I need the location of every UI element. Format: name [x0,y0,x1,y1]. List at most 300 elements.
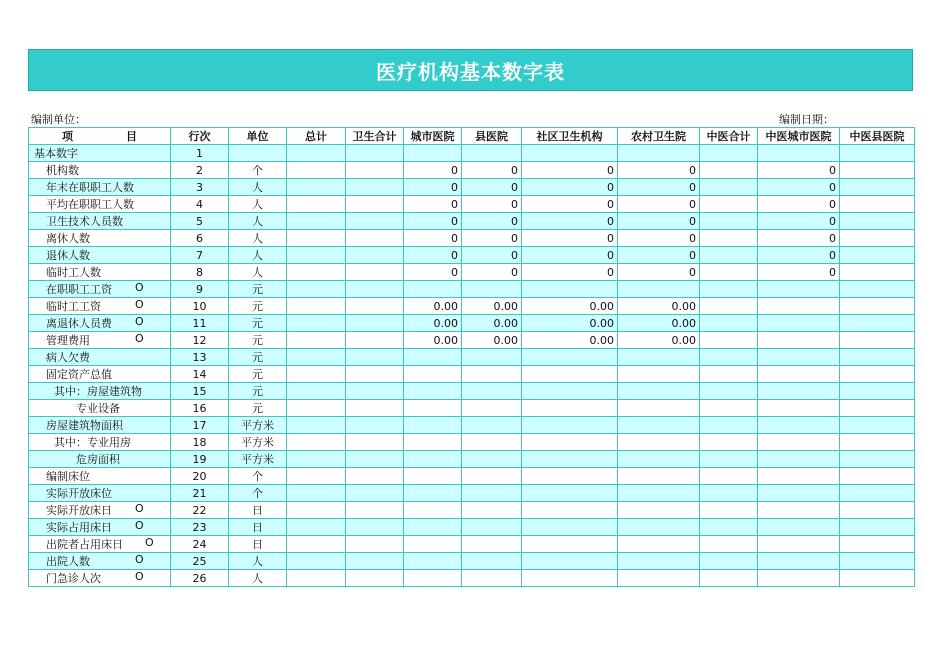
value-cell[interactable] [618,400,700,417]
row-number-cell[interactable]: 19 [171,451,229,468]
row-name-cell[interactable] [29,417,171,434]
value-cell[interactable] [287,179,346,196]
value-cell[interactable] [700,434,758,451]
row-name-cell[interactable] [29,400,171,417]
value-cell[interactable]: 0 [758,196,840,213]
value-cell[interactable] [840,281,915,298]
value-cell[interactable]: 0.00 [404,298,462,315]
value-cell[interactable]: 0 [522,247,618,264]
value-cell[interactable] [346,417,404,434]
value-cell[interactable] [287,332,346,349]
row-number-cell[interactable]: 16 [171,400,229,417]
value-cell[interactable] [346,298,404,315]
value-cell[interactable] [462,417,522,434]
value-cell[interactable]: 0 [404,179,462,196]
value-cell[interactable] [287,570,346,587]
value-cell[interactable] [462,281,522,298]
value-cell[interactable] [758,298,840,315]
value-cell[interactable] [840,519,915,536]
value-cell[interactable] [287,485,346,502]
value-cell[interactable]: 0 [522,213,618,230]
value-cell[interactable] [700,213,758,230]
value-cell[interactable] [700,366,758,383]
value-cell[interactable] [758,468,840,485]
value-cell[interactable] [840,332,915,349]
value-cell[interactable] [346,145,404,162]
value-cell[interactable] [522,553,618,570]
row-number-cell[interactable]: 8 [171,264,229,281]
unit-cell[interactable]: 人 [229,230,287,247]
value-cell[interactable] [618,502,700,519]
value-cell[interactable] [840,451,915,468]
unit-cell[interactable]: 人 [229,553,287,570]
value-cell[interactable] [840,502,915,519]
value-cell[interactable] [700,519,758,536]
value-cell[interactable] [758,451,840,468]
value-cell[interactable] [404,502,462,519]
value-cell[interactable] [287,247,346,264]
value-cell[interactable] [840,162,915,179]
value-cell[interactable] [700,179,758,196]
value-cell[interactable] [700,332,758,349]
value-cell[interactable]: 0.00 [404,332,462,349]
value-cell[interactable] [700,417,758,434]
row-name-cell[interactable] [29,349,171,366]
value-cell[interactable]: 0 [404,162,462,179]
value-cell[interactable] [700,451,758,468]
unit-cell[interactable]: 元 [229,332,287,349]
value-cell[interactable] [462,349,522,366]
value-cell[interactable] [287,434,346,451]
value-cell[interactable] [404,281,462,298]
value-cell[interactable] [346,502,404,519]
value-cell[interactable] [346,264,404,281]
value-cell[interactable] [404,451,462,468]
value-cell[interactable]: 0 [618,196,700,213]
value-cell[interactable] [287,230,346,247]
unit-cell[interactable]: 日 [229,502,287,519]
value-cell[interactable] [287,451,346,468]
value-cell[interactable] [840,383,915,400]
value-cell[interactable] [758,315,840,332]
unit-cell[interactable]: 人 [229,264,287,281]
row-name-cell[interactable] [29,264,171,281]
row-name-cell[interactable] [29,179,171,196]
row-number-cell[interactable]: 18 [171,434,229,451]
value-cell[interactable] [404,570,462,587]
value-cell[interactable] [840,230,915,247]
value-cell[interactable] [346,485,404,502]
value-cell[interactable]: 0 [758,264,840,281]
value-cell[interactable] [758,383,840,400]
value-cell[interactable]: 0.00 [522,315,618,332]
value-cell[interactable] [840,468,915,485]
value-cell[interactable]: 0 [618,162,700,179]
value-cell[interactable]: 0.00 [618,315,700,332]
value-cell[interactable] [462,451,522,468]
value-cell[interactable] [346,196,404,213]
value-cell[interactable] [346,281,404,298]
unit-cell[interactable]: 人 [229,247,287,264]
row-number-cell[interactable]: 14 [171,366,229,383]
unit-cell[interactable]: 元 [229,315,287,332]
value-cell[interactable] [758,434,840,451]
value-cell[interactable] [618,553,700,570]
value-cell[interactable] [287,264,346,281]
value-cell[interactable] [462,485,522,502]
value-cell[interactable] [700,281,758,298]
value-cell[interactable] [700,400,758,417]
value-cell[interactable] [618,366,700,383]
row-name-cell[interactable] [29,145,171,162]
value-cell[interactable] [346,366,404,383]
value-cell[interactable] [700,553,758,570]
value-cell[interactable]: 0 [462,230,522,247]
unit-cell[interactable]: 个 [229,485,287,502]
unit-cell[interactable]: 平方米 [229,451,287,468]
row-number-cell[interactable]: 9 [171,281,229,298]
value-cell[interactable] [404,553,462,570]
value-cell[interactable] [346,332,404,349]
row-name-cell[interactable] [29,366,171,383]
value-cell[interactable]: 0 [462,179,522,196]
row-name-cell[interactable] [29,332,171,349]
value-cell[interactable] [462,468,522,485]
value-cell[interactable] [840,349,915,366]
value-cell[interactable] [462,519,522,536]
row-name-cell[interactable] [29,281,171,298]
value-cell[interactable] [287,213,346,230]
unit-cell[interactable]: 人 [229,213,287,230]
value-cell[interactable] [758,281,840,298]
value-cell[interactable] [522,400,618,417]
value-cell[interactable]: 0.00 [462,298,522,315]
value-cell[interactable] [346,536,404,553]
value-cell[interactable]: 0.00 [522,298,618,315]
value-cell[interactable] [700,502,758,519]
value-cell[interactable] [700,383,758,400]
row-number-cell[interactable]: 23 [171,519,229,536]
value-cell[interactable] [346,383,404,400]
value-cell[interactable] [287,400,346,417]
value-cell[interactable]: 0 [522,196,618,213]
value-cell[interactable] [700,230,758,247]
value-cell[interactable] [404,485,462,502]
value-cell[interactable] [700,536,758,553]
row-number-cell[interactable]: 3 [171,179,229,196]
row-name-cell[interactable] [29,383,171,400]
value-cell[interactable] [840,434,915,451]
row-number-cell[interactable]: 15 [171,383,229,400]
row-name-cell[interactable] [29,247,171,264]
value-cell[interactable] [522,451,618,468]
value-cell[interactable] [840,417,915,434]
row-number-cell[interactable]: 7 [171,247,229,264]
value-cell[interactable]: 0.00 [404,315,462,332]
value-cell[interactable] [618,383,700,400]
unit-cell[interactable]: 个 [229,162,287,179]
row-name-cell[interactable] [29,553,171,570]
value-cell[interactable] [404,519,462,536]
unit-cell[interactable]: 元 [229,366,287,383]
unit-cell[interactable]: 日 [229,519,287,536]
row-number-cell[interactable]: 1 [171,145,229,162]
value-cell[interactable]: 0 [618,247,700,264]
value-cell[interactable] [522,417,618,434]
row-name-cell[interactable] [29,570,171,587]
row-name-cell[interactable] [29,502,171,519]
value-cell[interactable] [346,553,404,570]
value-cell[interactable]: 0 [522,230,618,247]
value-cell[interactable] [287,553,346,570]
value-cell[interactable] [346,179,404,196]
value-cell[interactable] [346,315,404,332]
value-cell[interactable] [700,570,758,587]
unit-cell[interactable]: 个 [229,468,287,485]
value-cell[interactable]: 0 [462,162,522,179]
unit-cell[interactable]: 元 [229,349,287,366]
row-name-cell[interactable] [29,468,171,485]
value-cell[interactable] [287,196,346,213]
value-cell[interactable]: 0 [462,264,522,281]
value-cell[interactable] [287,349,346,366]
value-cell[interactable] [758,332,840,349]
value-cell[interactable] [346,230,404,247]
row-name-cell[interactable] [29,230,171,247]
value-cell[interactable]: 0 [404,196,462,213]
value-cell[interactable] [700,162,758,179]
value-cell[interactable] [287,383,346,400]
row-name-cell[interactable] [29,434,171,451]
value-cell[interactable]: 0 [618,213,700,230]
value-cell[interactable] [462,366,522,383]
value-cell[interactable] [840,485,915,502]
value-cell[interactable] [287,315,346,332]
value-cell[interactable] [522,468,618,485]
value-cell[interactable] [700,468,758,485]
value-cell[interactable] [522,502,618,519]
value-cell[interactable] [758,536,840,553]
value-cell[interactable]: 0 [758,230,840,247]
unit-cell[interactable]: 人 [229,196,287,213]
value-cell[interactable] [618,468,700,485]
value-cell[interactable] [758,400,840,417]
value-cell[interactable] [758,349,840,366]
row-number-cell[interactable]: 12 [171,332,229,349]
value-cell[interactable] [462,553,522,570]
value-cell[interactable] [287,162,346,179]
value-cell[interactable] [404,434,462,451]
row-number-cell[interactable]: 24 [171,536,229,553]
value-cell[interactable] [522,349,618,366]
value-cell[interactable] [522,536,618,553]
row-number-cell[interactable]: 25 [171,553,229,570]
row-number-cell[interactable]: 22 [171,502,229,519]
value-cell[interactable]: 0 [404,247,462,264]
value-cell[interactable]: 0 [758,162,840,179]
value-cell[interactable] [840,298,915,315]
value-cell[interactable] [700,196,758,213]
value-cell[interactable] [840,315,915,332]
value-cell[interactable] [346,162,404,179]
row-name-cell[interactable] [29,298,171,315]
value-cell[interactable] [462,570,522,587]
value-cell[interactable] [758,570,840,587]
value-cell[interactable]: 0 [462,196,522,213]
value-cell[interactable]: 0.00 [462,315,522,332]
value-cell[interactable] [346,570,404,587]
value-cell[interactable]: 0 [522,162,618,179]
row-number-cell[interactable]: 21 [171,485,229,502]
row-name-cell[interactable] [29,485,171,502]
value-cell[interactable]: 0.00 [522,332,618,349]
value-cell[interactable] [287,536,346,553]
value-cell[interactable]: 0 [618,264,700,281]
value-cell[interactable] [618,434,700,451]
value-cell[interactable] [618,349,700,366]
value-cell[interactable] [700,315,758,332]
value-cell[interactable] [404,349,462,366]
value-cell[interactable] [346,451,404,468]
value-cell[interactable]: 0 [462,213,522,230]
value-cell[interactable] [840,553,915,570]
value-cell[interactable]: 0 [618,230,700,247]
value-cell[interactable] [758,502,840,519]
unit-cell[interactable]: 元 [229,298,287,315]
value-cell[interactable] [758,519,840,536]
value-cell[interactable]: 0.00 [462,332,522,349]
value-cell[interactable] [462,383,522,400]
value-cell[interactable] [346,213,404,230]
value-cell[interactable]: 0 [758,247,840,264]
value-cell[interactable] [758,145,840,162]
value-cell[interactable] [758,366,840,383]
value-cell[interactable] [840,247,915,264]
unit-cell[interactable]: 元 [229,383,287,400]
value-cell[interactable] [758,553,840,570]
value-cell[interactable]: 0 [462,247,522,264]
value-cell[interactable] [700,247,758,264]
unit-cell[interactable] [229,145,287,162]
value-cell[interactable] [287,468,346,485]
value-cell[interactable]: 0 [404,213,462,230]
value-cell[interactable] [758,485,840,502]
row-number-cell[interactable]: 2 [171,162,229,179]
value-cell[interactable] [522,519,618,536]
row-number-cell[interactable]: 6 [171,230,229,247]
value-cell[interactable] [700,298,758,315]
value-cell[interactable] [840,536,915,553]
value-cell[interactable] [840,570,915,587]
unit-cell[interactable]: 平方米 [229,417,287,434]
value-cell[interactable] [462,434,522,451]
value-cell[interactable] [346,349,404,366]
value-cell[interactable] [700,349,758,366]
value-cell[interactable] [700,485,758,502]
value-cell[interactable] [618,519,700,536]
value-cell[interactable] [287,502,346,519]
value-cell[interactable] [618,536,700,553]
value-cell[interactable] [346,400,404,417]
value-cell[interactable] [287,145,346,162]
value-cell[interactable] [522,366,618,383]
row-name-cell[interactable] [29,451,171,468]
row-name-cell[interactable] [29,162,171,179]
value-cell[interactable] [840,264,915,281]
value-cell[interactable] [618,570,700,587]
value-cell[interactable] [462,536,522,553]
value-cell[interactable] [346,434,404,451]
value-cell[interactable] [462,400,522,417]
value-cell[interactable] [287,519,346,536]
row-number-cell[interactable]: 5 [171,213,229,230]
row-number-cell[interactable]: 11 [171,315,229,332]
value-cell[interactable] [404,366,462,383]
row-number-cell[interactable]: 10 [171,298,229,315]
value-cell[interactable] [618,417,700,434]
value-cell[interactable] [287,298,346,315]
value-cell[interactable] [404,145,462,162]
value-cell[interactable]: 0.00 [618,332,700,349]
unit-cell[interactable]: 日 [229,536,287,553]
value-cell[interactable] [404,383,462,400]
value-cell[interactable] [840,196,915,213]
value-cell[interactable] [618,145,700,162]
value-cell[interactable] [346,519,404,536]
row-name-cell[interactable] [29,536,171,553]
value-cell[interactable] [522,434,618,451]
value-cell[interactable] [522,485,618,502]
value-cell[interactable] [346,247,404,264]
row-name-cell[interactable] [29,315,171,332]
value-cell[interactable] [287,366,346,383]
value-cell[interactable] [462,502,522,519]
value-cell[interactable]: 0 [404,230,462,247]
value-cell[interactable] [840,179,915,196]
value-cell[interactable] [618,281,700,298]
row-name-cell[interactable] [29,196,171,213]
value-cell[interactable]: 0 [758,213,840,230]
value-cell[interactable]: 0.00 [618,298,700,315]
value-cell[interactable] [404,536,462,553]
value-cell[interactable] [522,145,618,162]
value-cell[interactable] [618,451,700,468]
unit-cell[interactable]: 人 [229,570,287,587]
value-cell[interactable]: 0 [522,179,618,196]
value-cell[interactable] [840,145,915,162]
value-cell[interactable] [287,281,346,298]
value-cell[interactable] [462,145,522,162]
value-cell[interactable] [522,281,618,298]
value-cell[interactable] [287,417,346,434]
value-cell[interactable] [758,417,840,434]
unit-cell[interactable]: 元 [229,281,287,298]
value-cell[interactable]: 0 [618,179,700,196]
value-cell[interactable] [404,468,462,485]
unit-cell[interactable]: 平方米 [229,434,287,451]
row-number-cell[interactable]: 20 [171,468,229,485]
value-cell[interactable] [840,213,915,230]
value-cell[interactable] [522,383,618,400]
value-cell[interactable] [404,400,462,417]
value-cell[interactable] [404,417,462,434]
row-number-cell[interactable]: 4 [171,196,229,213]
value-cell[interactable] [522,570,618,587]
value-cell[interactable] [700,145,758,162]
value-cell[interactable] [618,485,700,502]
unit-cell[interactable]: 元 [229,400,287,417]
value-cell[interactable] [346,468,404,485]
